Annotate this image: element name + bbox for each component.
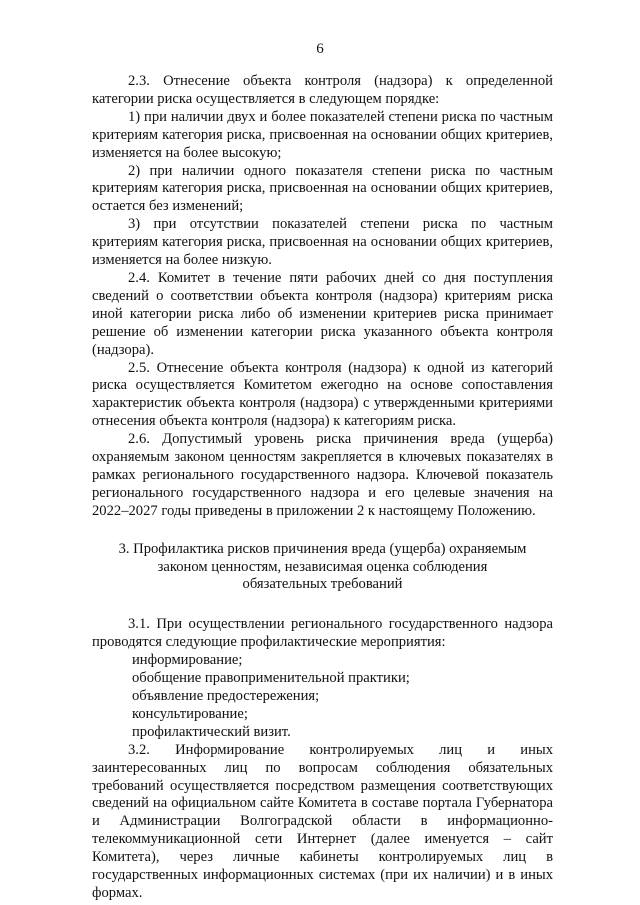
measure-item: объявление предостережения; [132, 688, 320, 704]
paragraph-2-4: 2.4. Комитет в течение пяти рабочих дней со дня поступления сведений о соответствии объекта контроля (надзора) критериям риска иной категории риска либо об изменении критериев риска принимает решение об изменении категории риска указанного объекта контроля (надзора). [92, 269, 553, 358]
paragraph-2-3-item-3: 3) при отсутствии показателей степени риска по частным критериям категория риска, присвоенная на основании общих критериев, изменяется на более низкую. [92, 216, 553, 269]
section-3-heading-line-1: 3. Профилактика рисков причинения вреда (ущерба) охраняемым [118, 540, 527, 557]
paragraph-3-1: 3.1. При осуществлении регионального государственного надзора проводятся следующие профилактические мероприятия: [92, 616, 553, 651]
section-3-heading-line-3: обязательных требований [242, 576, 403, 593]
paragraph-2-3-item-2: 2) при наличии одного показателя степени риска по частным критериям категория риска, присвоенная на основании общих критериев, остается без изменений; [92, 162, 553, 215]
paragraph-2-3-item-1: 1) при наличии двух и более показателей степени риска по частным критериям категория риска, присвоенная на основании общих критериев, изменяется на более высокую; [92, 108, 553, 161]
section-3-heading-line-2: законом ценностям, независимая оценка соблюдения [157, 558, 488, 575]
page-number: 6 [316, 41, 324, 57]
paragraph-2-5: 2.5. Отнесение объекта контроля (надзора) к одной из категорий риска осуществляется Комитетом ежегодно на основе сопоставления характеристик объекта контроля (надзора) с утвержденными критериями отнесения объекта контроля (надзора) к категориям риска. [92, 359, 553, 430]
measure-item: консультирование; [132, 705, 248, 722]
paragraph-2-6: 2.6. Допустимый уровень риска причинения вреда (ущерба) охраняемым законом ценностям закрепляется в ключевых показателях в рамках регионального государственного надзора. Ключевой показатель регионального государственного надзора и его целевые значения на 2022–2027 годы приведены в приложении 2 к настоящему Положению. [92, 431, 553, 519]
document-body [92, 73, 553, 903]
measure-item: профилактический визит. [132, 723, 291, 740]
paragraph-2-3: 2.3. Отнесение объекта контроля (надзора) к определенной категории риска осуществляется в следующем порядке: [92, 73, 553, 107]
paragraph-3-2: 3.2. Информирование контролируемых лиц и иных заинтересованных лиц по вопросам соблюдения обязательных требований осуществляется посредством размещения соответствующих сведений на официальном сайте Комитета в составе портала Губернатора и Администрации Волгоградской области в информационно-телекоммуникационной сети Интернет (далее именуется – сайт Комитета), через личные кабинеты контролируемых лиц в государственных информационных системах (при их наличии) и в иных формах. [92, 741, 553, 901]
measure-item: информирование; [132, 652, 243, 669]
section-3-heading [92, 541, 553, 595]
measure-item: обобщение правоприменительной практики; [132, 670, 410, 687]
